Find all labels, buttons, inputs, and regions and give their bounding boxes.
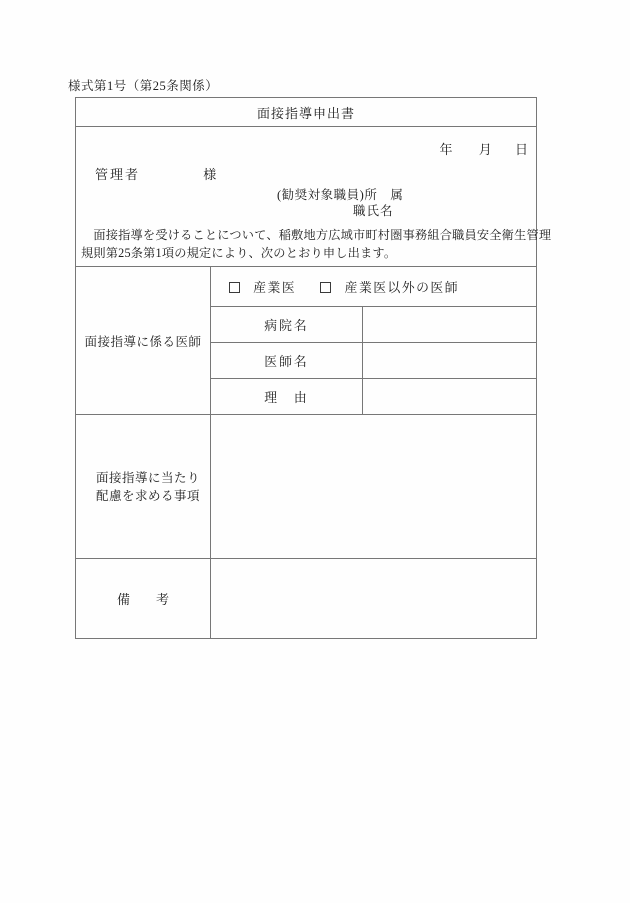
interview-request-form [75,97,552,639]
other-doctor-checkbox[interactable] [320,282,331,293]
occupational-doctor-option[interactable] [229,280,299,295]
consideration-label-line1: 面接指導に当たり [96,470,201,485]
doctor-section-label-cell [76,267,211,415]
doctor-type-cell [211,267,537,307]
applicant-name-label: 職氏名 [353,204,394,218]
consideration-label-line2: 配慮を求める事項 [96,488,201,503]
occupational-doctor-checkbox[interactable] [229,282,240,293]
doctor-name-field[interactable] [363,343,537,379]
date-day-label: 日 [515,142,529,157]
application-statement-line2: 規則第25条第1項の規定により、次のとおり申し出ます。 [81,245,397,260]
form-number-label: 様式第1号（第25条関係） [68,79,219,93]
reason-field[interactable] [363,379,537,415]
other-doctor-option[interactable] [320,280,459,295]
remarks-label: 備 考 [116,592,169,607]
applicant-affiliation-label: (勧奨対象職員)所 属 [277,188,404,202]
hospital-name-field[interactable] [363,307,537,343]
reason-label: 理 由 [211,379,363,415]
remarks-label-cell [76,559,211,639]
consideration-field[interactable] [211,415,537,559]
addressee-title: 管理者 [95,167,141,182]
remarks-field[interactable] [211,559,537,639]
consideration-label-cell [76,415,211,559]
addressee-line [95,164,216,183]
application-statement-line1: 面接指導を受けることについて、稲敷地方広域市町村圏事務組合職員安全衛生管理 [81,228,552,242]
date-month-label: 月 [478,142,492,157]
form-title-cell [76,98,537,127]
doctor-section-label: 面接指導に係る医師 [84,334,202,349]
form-title: 面接指導申出書 [257,105,356,121]
addressee-honorific: 様 [203,167,217,182]
hospital-name-label: 病院名 [211,307,363,343]
application-statement [81,227,552,262]
date-year-label: 年 [439,142,453,157]
form-header-cell [76,127,552,267]
occupational-doctor-label: 産業医 [253,281,297,295]
doctor-name-label: 医師名 [211,343,363,379]
date-line [439,139,528,158]
other-doctor-label: 産業医以外の医師 [344,281,460,295]
